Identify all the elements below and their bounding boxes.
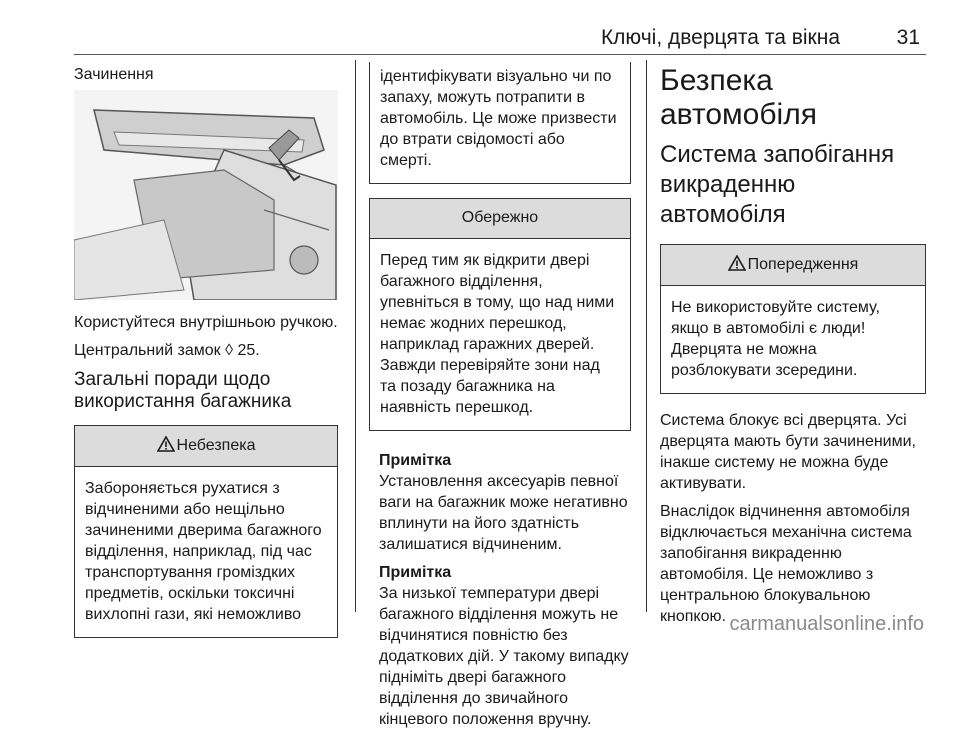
- note-text: За низької температури двері багажного відділення можуть не відчинятися повністю без додаткових дій. У такому випадку підніміть двері багажного відділення до звичайного кінцевого положення вручну.: [379, 585, 629, 728]
- column-divider-1: [355, 60, 356, 612]
- caution-box: [369, 198, 631, 431]
- column-divider-2: [646, 60, 647, 612]
- danger-box: [74, 425, 338, 638]
- subheading: Загальні поради щодо використання багажника: [74, 369, 292, 412]
- danger-box-title: Небезпека: [176, 437, 256, 454]
- tailgate-illustration: [74, 90, 338, 300]
- danger-box-body: Забороняється рухатися з відчиненими або нещільно зачиненими дверима багажного відділення, наприклад, під час транспортування громіздких предметів, оскільки токсичні вихлопні гази, які неможливо: [85, 480, 322, 623]
- warning-box: [660, 244, 926, 394]
- note-label: Примітка: [379, 452, 452, 469]
- section-label: Зачинення: [74, 66, 154, 83]
- running-header-title: Ключі, дверцята та вікна: [600, 26, 840, 49]
- paragraph-cross-reference: Центральний замок ◊ 25.: [74, 342, 260, 359]
- column-1: [74, 62, 338, 652]
- section-heading: Безпека автомобіля: [660, 64, 817, 131]
- caution-box-title: Обережно: [370, 199, 630, 239]
- column-2: [369, 62, 631, 738]
- watermark: carmanualsonline.info: [729, 613, 924, 635]
- header-divider: [74, 54, 926, 55]
- warning-box-body: Не використовуйте систему, якщо в автомобілі є люди! Дверцята не можна розблокувати зсередини.: [671, 299, 880, 379]
- column-3: [660, 62, 926, 634]
- warning-triangle-icon: [728, 255, 746, 271]
- warning-box-title: Попередження: [747, 256, 859, 273]
- warning-box-header: [661, 245, 925, 286]
- note-label: Примітка: [379, 564, 452, 581]
- paragraph: Внаслідок відчинення автомобіля відключається механічна система запобігання викраденню автомобіля. Це неможливо з центральною блокувальною кнопкою.: [660, 503, 912, 625]
- paragraph: Користуйтеся внутрішньою ручкою.: [74, 314, 338, 331]
- danger-box-header: [75, 426, 337, 467]
- note-text: Установлення аксесуарів певної ваги на багажник може негативно вплинути на його здатність залишатися відчиненим.: [379, 473, 628, 553]
- danger-box-continued: [369, 62, 631, 184]
- notes: [369, 451, 631, 730]
- tailgate-drawing: [74, 90, 338, 300]
- danger-box-continued-body: ідентифікувати візуально чи по запаху, можуть потрапити в автомобіль. Це може призвести до втрати свідомості або смерті.: [380, 68, 617, 169]
- warning-triangle-icon: [157, 436, 175, 452]
- caution-box-body: Перед тим як відкрити двері багажного відділення, упевніться в тому, що над ними немає жодних перешкод, наприклад гаражних дверей. Завжди перевіряйте зони над та позаду багажника на наявність перешкод.: [380, 252, 615, 416]
- paragraph: Система блокує всі дверцята. Усі дверцята мають бути зачиненими, інакше систему не можна буде активувати.: [660, 412, 916, 492]
- page-number: 31: [896, 26, 920, 49]
- subsection-heading: Система запобігання викраденню автомобіля: [660, 141, 895, 228]
